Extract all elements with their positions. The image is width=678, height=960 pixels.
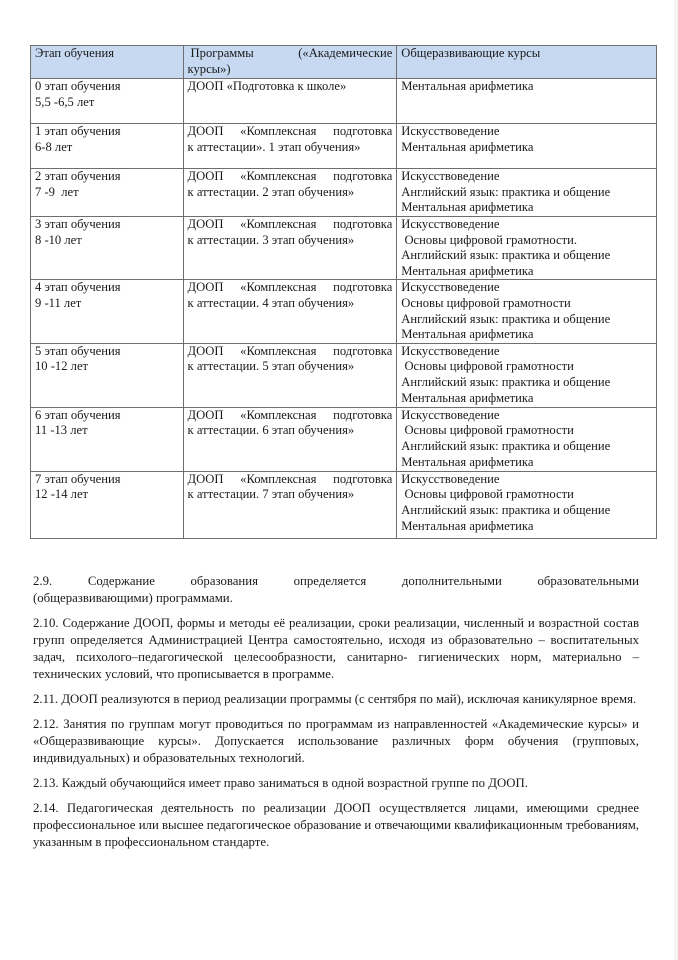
courses-cell: Искусствоведение Ментальная арифметика	[397, 124, 657, 169]
courses-cell: Искусствоведение Английский язык: практика и общение Ментальная арифметика	[397, 169, 657, 217]
body-text	[33, 573, 639, 859]
program-cell: ДООП «Комплексная подготовка к аттестации. 5 этап обучения»	[183, 343, 397, 407]
table-row	[31, 343, 657, 407]
table-row	[31, 280, 657, 343]
stage-cell: 1 этап обучения 6-8 лет	[31, 124, 184, 169]
header-programs-academic: («Академические	[298, 46, 393, 60]
stage-cell: 6 этап обучения 11 -13 лет	[31, 407, 184, 471]
program-cell: ДООП «Подготовка к школе»	[183, 79, 397, 124]
table-row	[31, 79, 657, 124]
courses-cell: Искусствоведение Основы цифровой грамотности Английский язык: практика и общение Ментальная арифметика	[397, 280, 657, 343]
header-programs-line2: курсы»)	[187, 61, 231, 76]
program-cell: ДООП «Комплексная подготовка к аттестации. 4 этап обучения»	[183, 280, 397, 343]
table-row	[31, 217, 657, 280]
paragraph-2-9: 2.9. Содержание образования определяется дополнительными образовательными (общеразвивающими) программами.	[33, 574, 639, 605]
header-courses: Общеразвивающие курсы	[397, 46, 657, 79]
stage-cell: 2 этап обучения 7 -9 лет	[31, 169, 184, 217]
program-cell: ДООП «Комплексная подготовка к аттестации. 2 этап обучения»	[183, 169, 397, 217]
stage-cell: 7 этап обучения 12 -14 лет	[31, 471, 184, 538]
paragraph-2-12: 2.12. Занятия по группам могут проводиться по программам из направленностей «Академические курсы» и «Общеразвивающие курсы». Допускается использование различных форм обучения (групповых, индивидуальных) и образовательных технологий.	[33, 717, 639, 765]
paragraph-2-13: 2.13. Каждый обучающийся имеет право заниматься в одной возрастной группе по ДООП.	[33, 776, 528, 790]
header-programs	[183, 46, 397, 79]
page-edge-shadow	[674, 0, 678, 960]
stage-cell: 4 этап обучения 9 -11 лет	[31, 280, 184, 343]
courses-cell: Искусствоведение Основы цифровой грамотности. Английский язык: практика и общение Ментальная арифметика	[397, 217, 657, 280]
program-cell: ДООП «Комплексная подготовка к аттестации. 7 этап обучения»	[183, 471, 397, 538]
table-row	[31, 407, 657, 471]
courses-cell: Искусствоведение Основы цифровой грамотности Английский язык: практика и общение Ментальная арифметика	[397, 471, 657, 538]
paragraph-2-14: 2.14. Педагогическая деятельность по реализации ДООП осуществляется лицами, имеющими среднее профессиональное или высшее педагогическое образование и отвечающими квалификационным требованиям, указанным в профессиональном стандарте.	[33, 801, 639, 849]
stage-cell: 5 этап обучения 10 -12 лет	[31, 343, 184, 407]
table-row	[31, 471, 657, 538]
courses-cell: Искусствоведение Основы цифровой грамотности Английский язык: практика и общение Ментальная арифметика	[397, 407, 657, 471]
header-programs-word: Программы	[190, 46, 254, 60]
stages-table	[30, 45, 657, 539]
program-cell: ДООП «Комплексная подготовка к аттестации. 3 этап обучения»	[183, 217, 397, 280]
table-row	[31, 124, 657, 169]
courses-cell: Ментальная арифметика	[397, 79, 657, 124]
stage-cell: 3 этап обучения 8 -10 лет	[31, 217, 184, 280]
paragraph-2-10: 2.10. Содержание ДООП, формы и методы её реализации, сроки реализации, численный и возрастной состав групп определяется Администрацией Центра самостоятельно, исходя из образовательно – воспитательных задач, психолого–педагогической целесообразности, санитарно- гигиенических норм, материально – технических условий, что прописывается в программе.	[33, 616, 639, 681]
stage-cell: 0 этап обучения 5,5 -6,5 лет	[31, 79, 184, 124]
courses-cell: Искусствоведение Основы цифровой грамотности Английский язык: практика и общение Ментальная арифметика	[397, 343, 657, 407]
paragraph-2-11: 2.11. ДООП реализуются в период реализации программы (с сентября по май), исключая каникулярное время.	[33, 692, 637, 706]
table-header-row	[31, 46, 657, 79]
program-cell: ДООП «Комплексная подготовка к аттестации». 1 этап обучения»	[183, 124, 397, 169]
header-stage: Этап обучения	[31, 46, 184, 79]
program-cell: ДООП «Комплексная подготовка к аттестации. 6 этап обучения»	[183, 407, 397, 471]
table-row	[31, 169, 657, 217]
